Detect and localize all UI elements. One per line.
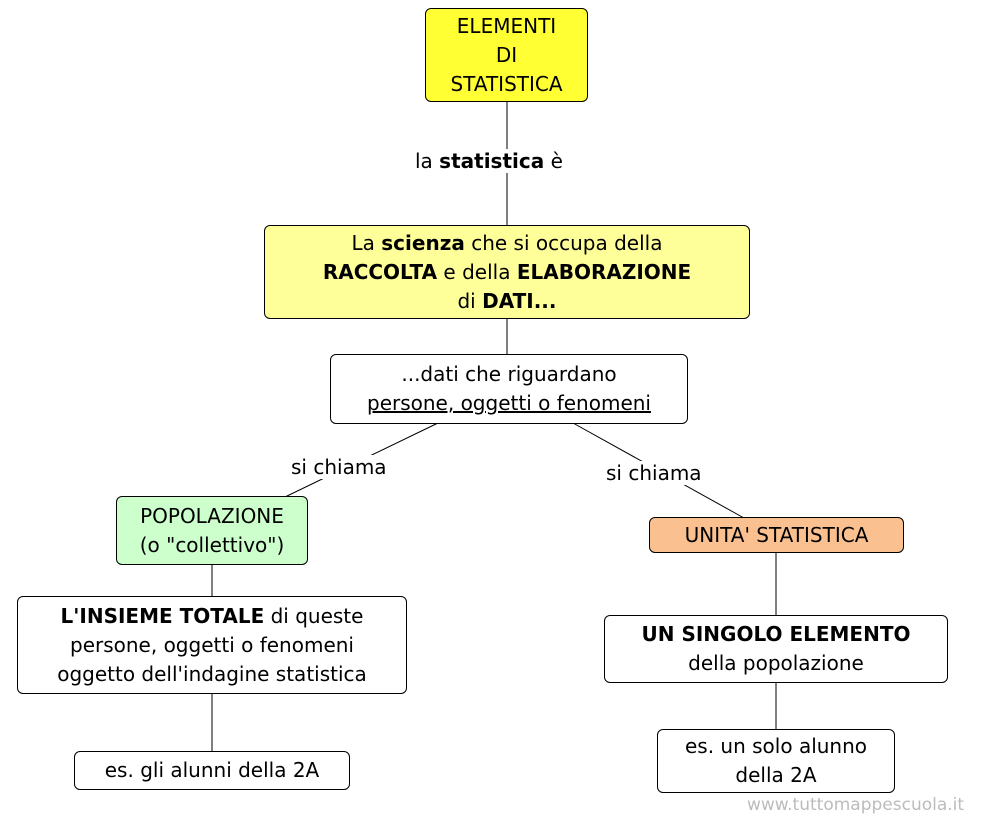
insieme-line-2: persone, oggetti o fenomeni <box>70 632 354 657</box>
insieme-line-3: oggetto dell'indagine statistica <box>57 661 367 686</box>
data-line-2: persone, oggetti o fenomeni <box>367 391 651 415</box>
popolazione-node <box>116 496 308 565</box>
title-node <box>425 8 588 102</box>
title-line-3: STATISTICA <box>450 71 563 96</box>
popolazione-line-2: (o "collettivo") <box>139 532 285 557</box>
link-label-si-chiama-left: si chiama <box>291 455 387 479</box>
definition-line-1: La scienza che si occupa della <box>351 230 663 255</box>
unita-text: UNITA' STATISTICA <box>684 522 869 547</box>
insieme-totale-node <box>17 596 407 694</box>
popolazione-line-1: POPOLAZIONE <box>140 503 284 528</box>
link-label-la-statistica: la statistica è <box>415 149 563 173</box>
singolo-elemento-node <box>604 615 948 683</box>
esempio-right-line-2: della 2A <box>735 763 817 787</box>
esempio-alunni-node <box>74 751 350 790</box>
link-label-si-chiama-right: si chiama <box>606 461 702 485</box>
singolo-line-2: della popolazione <box>688 651 864 675</box>
unita-statistica-node <box>649 517 904 553</box>
singolo-line-1: UN SINGOLO ELEMENTO <box>641 622 911 646</box>
esempio-right-line-1: es. un solo alunno <box>684 734 868 758</box>
data-line-1: ...dati che riguardano <box>401 362 617 386</box>
title-line-2: DI <box>495 42 518 67</box>
title-line-1: ELEMENTI <box>456 13 557 38</box>
definition-line-3: di DATI... <box>457 288 557 313</box>
definition-line-2: RACCOLTA e della ELABORAZIONE <box>322 259 692 284</box>
definition-node <box>264 225 750 319</box>
esempio-alunno-node <box>657 729 895 793</box>
esempio-left-text: es. gli alunni della 2A <box>104 758 320 782</box>
data-node <box>330 354 688 424</box>
insieme-line-1: L'INSIEME TOTALE di queste <box>60 603 364 628</box>
watermark: www.tuttomappescuola.it <box>747 795 965 815</box>
